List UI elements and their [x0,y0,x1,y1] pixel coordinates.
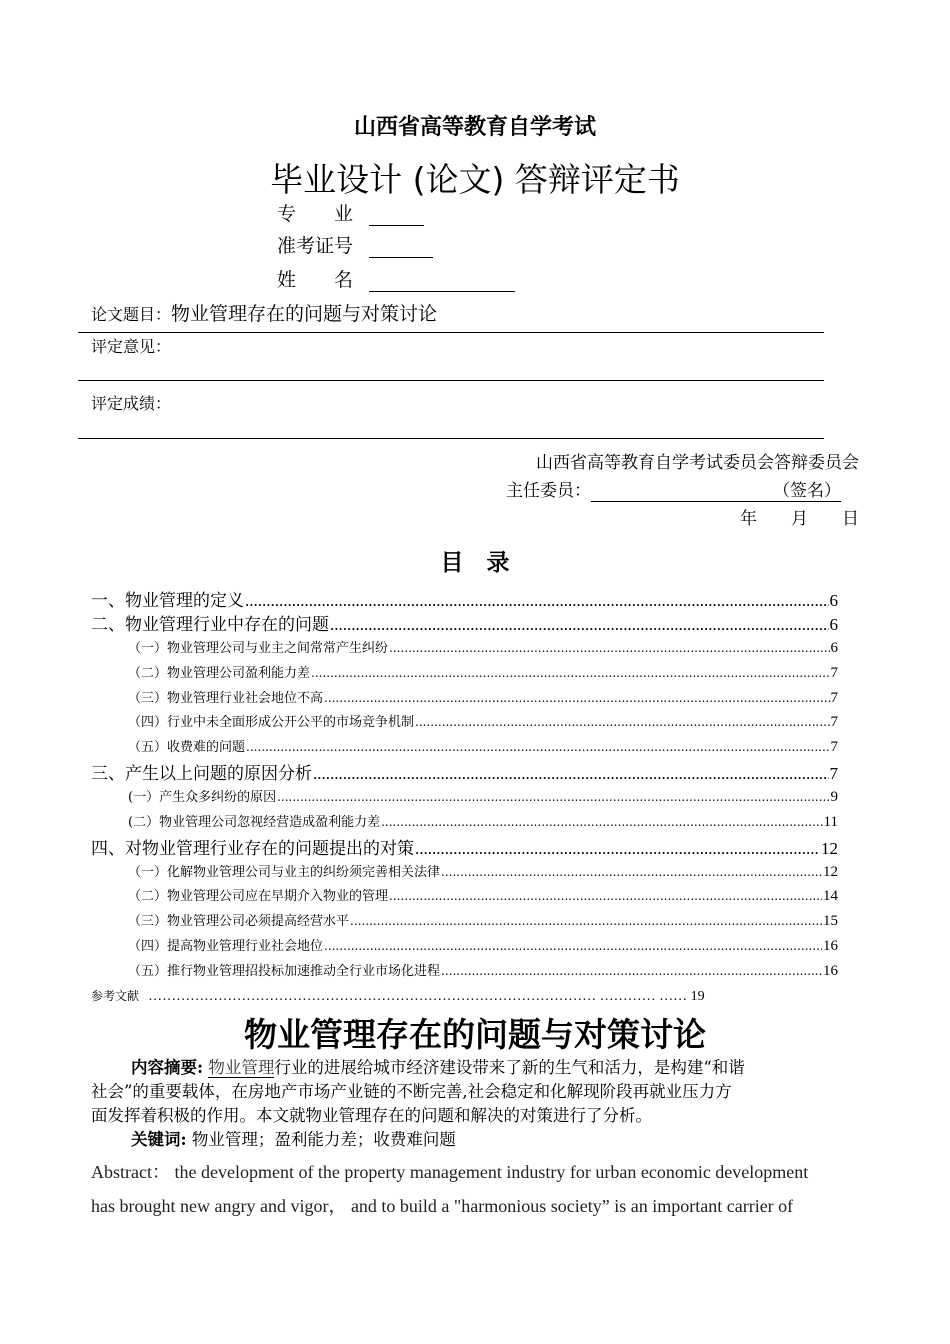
toc-entry[interactable] [128,687,838,707]
chair-signature-field[interactable] [591,476,841,502]
english-abstract-line-2: has brought new angry and vigor， and to build a "harmonious society” is an important carrier of [91,1196,794,1216]
toc-entry-page: 12 [823,864,838,880]
toc-entry[interactable] [91,834,838,859]
toc-entry-text: 二、物业管理行业中存在的问题 [91,615,329,635]
toc-leader [311,666,829,680]
toc-entry-page: 7 [829,764,838,783]
toc-entry-page: 12 [821,839,838,858]
keywords-label: 关键词: [131,1130,187,1149]
name-row [277,265,515,292]
toc-entry-text: 四、对物业管理行业存在的问题提出的对策 [91,839,414,859]
thesis-title-label: 论文题目： [91,305,172,324]
toc-entry[interactable] [128,711,838,731]
toc-entry[interactable] [128,935,838,955]
toc-leader [350,914,822,928]
toc-leader [441,865,822,879]
abstract-link[interactable]: 物业管理 [208,1058,275,1077]
toc-entry[interactable] [128,811,838,831]
article-title: 物业管理存在的问题与对策讨论 [244,1015,706,1054]
toc-entry[interactable] [128,736,838,756]
name-label: 姓 名 [277,269,354,291]
toc-leader [389,641,829,655]
toc-entry-page: 6 [829,591,838,610]
toc-leader [246,740,829,754]
sign-label: （签名） [773,481,841,501]
form-title: 毕业设计 (论文) 答辩评定书 [270,160,680,199]
toc-leader [324,691,829,705]
toc-leader [381,815,822,829]
keywords-line [91,1128,859,1152]
toc-entry[interactable] [91,586,838,611]
toc-entry-page: 9 [830,789,838,805]
toc-entry-text: （二）物业管理公司应在早期介入物业的管理 [128,889,389,904]
abstract-line-2: 社会”的重要载体，在房地产市场产业链的不断完善,社会稳定和化解现阶段再就业压力方 [91,1082,732,1101]
toc-entry-text: （四）提高物业管理行业社会地位 [128,939,324,954]
major-field[interactable] [369,207,424,226]
toc-entry-text: (二）物业管理公司忽视经营造成盈利能力差 [128,815,381,830]
toc-leader [313,764,829,784]
toc-entry-page: 7 [830,690,838,706]
toc-entry-text: (一）产生众多纠纷的原因 [128,790,277,805]
exam-id-label: 准考证号 [277,235,354,257]
toc-entry[interactable] [128,910,838,930]
toc-leader [330,615,829,635]
chair-row [506,476,841,502]
toc-entry-page: 16 [823,938,838,954]
chair-label: 主任委员： [506,481,591,501]
toc-entry-text: 三、产生以上问题的原因分析 [91,764,312,784]
toc-leader [415,715,829,729]
toc-entry[interactable] [128,662,838,682]
toc-entry[interactable] [128,786,838,806]
toc-entry-text: （三）物业管理行业社会地位不高 [128,691,324,706]
toc-entry-page: 15 [823,913,838,929]
toc-leader [245,591,829,611]
toc-references[interactable] [91,985,705,1005]
toc-entry[interactable] [128,637,838,657]
toc-leader [415,839,820,859]
abstract-line-3: 面发挥着积极的作用。本文就物业管理存在的问题和解决的对策进行了分析。 [91,1106,652,1125]
toc-leader [441,964,822,978]
abstract-line-1 [91,1056,859,1080]
exam-id-field[interactable] [369,239,433,258]
toc-entry[interactable] [128,885,838,905]
toc-leader [277,790,829,804]
abstract-text-1: 行业的进展给城市经济建设带来了新的生气和活力，是构建“和谐 [274,1058,745,1077]
toc-leader [389,889,822,903]
date-line: 年 月 日 [740,509,859,529]
name-field[interactable] [369,273,515,292]
toc-entry-text: 一、物业管理的定义 [91,591,244,611]
toc-entry[interactable] [128,960,838,980]
toc-entry-text: （一）物业管理公司与业主之间常常产生纠纷 [128,641,389,656]
toc-entry-page: 16 [823,963,838,979]
exam-id-row [277,231,433,258]
toc-entry-page: 7 [830,665,838,681]
divider-2 [78,380,824,381]
divider-3 [78,438,824,439]
toc-entry-page: 6 [830,640,838,656]
toc-entry-page: 7 [830,739,838,755]
toc-entry-text: （五）推行物业管理招投标加速推动全行业市场化进程 [128,964,441,979]
opinion-label: 评定意见： [91,337,172,356]
toc-entry[interactable] [128,861,838,881]
toc-entry-text: （二）物业管理公司盈利能力差 [128,666,311,681]
references-leader: …………………………………………………………………………………… ………… …… 19 [148,989,705,1004]
toc-entry[interactable] [91,759,838,784]
toc-entry-page: 14 [823,888,838,904]
references-label: 参考文献 [91,989,140,1003]
grade-label: 评定成绩： [91,394,172,413]
thesis-title: 物业管理存在的问题与对策讨论 [171,303,438,325]
toc-entry-page: 11 [823,814,838,830]
major-label: 专 业 [277,203,354,225]
abstract-label: 内容摘要: [131,1058,204,1077]
committee-name: 山西省高等教育自学考试委员会答辩委员会 [536,453,859,473]
abstract [91,1056,859,1152]
toc-entry-text: （一）化解物业管理公司与业主的纠纷须完善相关法律 [128,865,441,880]
thesis-title-row [91,299,437,326]
toc-entry-text: （五）收费难的问题 [128,740,246,755]
exam-name: 山西省高等教育自学考试 [353,114,596,140]
toc-leader [324,939,822,953]
toc-entry-page: 6 [829,615,838,634]
toc-title: 目 录 [440,550,510,576]
major-row [277,199,424,226]
toc-entry-text: （四）行业中未全面形成公开公平的市场竞争机制 [128,715,415,730]
keywords: 物业管理；盈利能力差；收费难问题 [191,1130,456,1149]
english-abstract-line-1: Abstract： the development of the property management industry for urban economic development [91,1162,809,1182]
divider-1 [78,332,824,333]
toc-entry[interactable] [91,610,838,635]
toc-entry-text: （三）物业管理公司必须提高经营水平 [128,914,350,929]
toc-entry-page: 7 [830,714,838,730]
